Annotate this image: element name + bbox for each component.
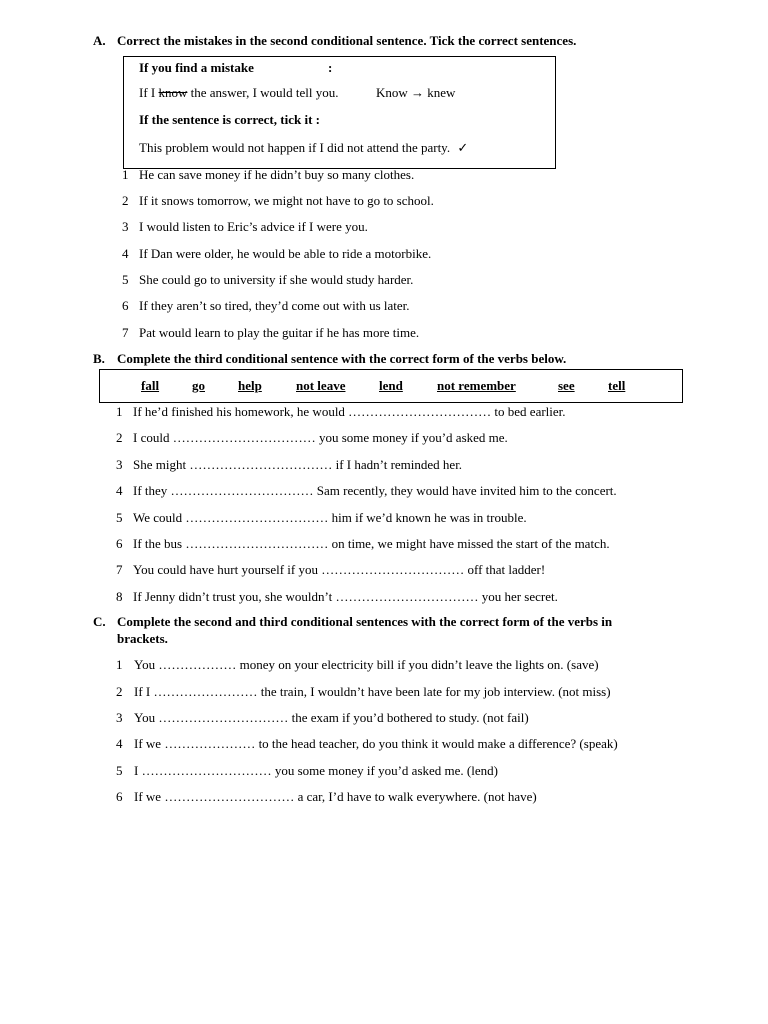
section-c-heading: Complete the second and third conditional sentences with the correct form of the verbs in: [117, 614, 613, 629]
mistake-post: the answer, I would tell you.: [190, 85, 339, 100]
list-item-number: 4: [116, 736, 123, 751]
word-bank-item: fall: [141, 378, 160, 393]
word-bank-item: not leave: [296, 378, 346, 393]
list-item: If Dan were older, he would be able to ride a motorbike.: [139, 246, 432, 261]
section-a-letter: A.: [93, 33, 106, 48]
list-item: I ………………………… you some money if you’d asked me. (lend): [134, 763, 498, 778]
mistake-colon: :: [328, 60, 333, 75]
arrow-icon: →: [411, 85, 425, 100]
list-item-number: 2: [116, 684, 123, 699]
list-item: You could have hurt yourself if you …………………………… off that ladder!: [133, 562, 546, 577]
word-bank-item: lend: [379, 378, 403, 393]
mistake-pre: If I: [139, 85, 156, 100]
list-item-number: 1: [116, 404, 123, 419]
list-item-number: 1: [122, 167, 129, 182]
word-bank-item: go: [192, 378, 205, 393]
correction-from: Know: [376, 85, 408, 100]
list-item-number: 6: [116, 536, 123, 551]
list-item: Pat would learn to play the guitar if he has more time.: [139, 325, 420, 340]
list-item: If I …………………… the train, I wouldn’t have been late for my job interview. (not miss): [134, 684, 611, 699]
tick-icon: ✓: [457, 140, 469, 155]
mistake-heading: If you find a mistake: [139, 60, 254, 75]
list-item: You ……………… money on your electricity bill if you didn’t leave the lights on. (save): [134, 657, 599, 672]
example-box: [123, 56, 556, 169]
list-item: He can save money if he didn’t buy so many clothes.: [139, 167, 415, 182]
section-c-letter: C.: [93, 614, 106, 629]
list-item-number: 5: [122, 272, 129, 287]
mistake-example: [139, 85, 339, 101]
list-item-number: 3: [116, 457, 123, 472]
word-bank: [99, 369, 683, 403]
list-item-number: 4: [122, 246, 129, 261]
section-b-heading: Complete the third conditional sentence with the correct form of the verbs below.: [117, 351, 567, 366]
section-b-letter: B.: [93, 351, 105, 366]
list-item-number: 2: [122, 193, 129, 208]
list-item: You ………………………… the exam if you’d bothered to study. (not fail): [134, 710, 529, 725]
list-item-number: 6: [116, 789, 123, 804]
word-bank-item: tell: [608, 378, 626, 393]
list-item-number: 4: [116, 483, 123, 498]
word-bank-item: see: [558, 378, 575, 393]
list-item: If they …………………………… Sam recently, they would have invited him to the concert.: [133, 483, 617, 498]
section-a-heading: Correct the mistakes in the second conditional sentence. Tick the correct sentences.: [117, 33, 577, 48]
mistake-struck-word: know: [158, 85, 188, 100]
list-item-number: 2: [116, 430, 123, 445]
list-item-number: 5: [116, 510, 123, 525]
list-item: I would listen to Eric’s advice if I were you.: [139, 219, 368, 234]
list-item: If Jenny didn’t trust you, she wouldn’t …………………………… you her secret.: [133, 589, 558, 604]
list-item: She could go to university if she would study harder.: [139, 272, 414, 287]
correct-example: [139, 140, 468, 156]
word-bank-item: help: [238, 378, 262, 393]
list-item: If he’d finished his homework, he would …………………………… to bed earlier.: [133, 404, 566, 419]
section-c-heading-continued: brackets.: [117, 631, 168, 646]
list-item: She might …………………………… if I hadn’t reminded her.: [133, 457, 463, 472]
list-item: I could …………………………… you some money if you’d asked me.: [133, 430, 508, 445]
correct-heading: If the sentence is correct, tick it :: [139, 112, 320, 127]
list-item: If they aren’t so tired, they’d come out with us later.: [139, 298, 410, 313]
list-item: If it snows tomorrow, we might not have to go to school.: [139, 193, 434, 208]
list-item-number: 8: [116, 589, 123, 604]
list-item-number: 3: [116, 710, 123, 725]
list-item-number: 7: [116, 562, 123, 577]
correction: [376, 85, 455, 101]
list-item-number: 5: [116, 763, 123, 778]
list-item-number: 1: [116, 657, 123, 672]
correction-to: knew: [427, 85, 456, 100]
list-item: We could …………………………… him if we’d known he was in trouble.: [133, 510, 527, 525]
list-item: If we ………………………… a car, I’d have to walk everywhere. (not have): [134, 789, 537, 804]
list-item-number: 3: [122, 219, 129, 234]
list-item-number: 7: [122, 325, 129, 340]
correct-sentence: This problem would not happen if I did not attend the party.: [139, 140, 451, 155]
list-item: If we ………………… to the head teacher, do you think it would make a difference? (speak): [134, 736, 618, 751]
word-bank-item: not remember: [437, 378, 516, 393]
list-item: If the bus …………………………… on time, we might have missed the start of the match.: [133, 536, 610, 551]
list-item-number: 6: [122, 298, 129, 313]
